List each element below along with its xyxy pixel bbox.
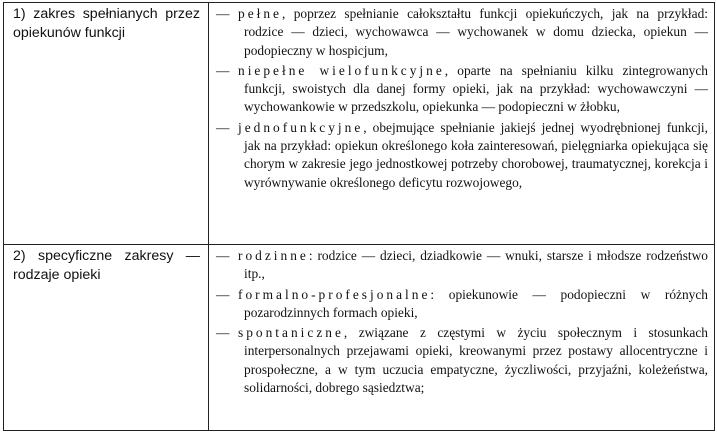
entry-text: , poprzez spełnianie całokształtu funkcji opiekuńczych, jak na przykład: rodzice — dzieci, wychowawca — wychowanek w domu dziecka, opiekun — podopieczny w hospicjum, xyxy=(244,6,708,58)
entry-term: formalno-profesjonalne xyxy=(238,286,431,302)
row-label: 2) specyficzne zakresy — rodzaje opieki xyxy=(13,248,200,283)
row-label-cell xyxy=(4,3,209,245)
table-row xyxy=(4,3,715,245)
dash-marker: — xyxy=(216,62,230,78)
entry-term: jednofunkcyjne xyxy=(238,119,364,135)
entry-text: , obejmujące spełnianie jakiejś jednej wyodrębnionej funkcji, jak na przykład: opiekun określonego koła zainteresowań, pielęgniarka opiekująca się chorym w zakresie jego jednostkowej potrzeby chorobowej, traumatycznej, korekcja i wyrównywanie określonego deficytu rozwojowego, xyxy=(244,119,708,190)
list-item xyxy=(216,324,708,397)
dash-marker: — xyxy=(216,325,230,341)
entry-text: , związane z częstymi w życiu społecznym i stosunkach interpersonalnych przejawami opieki, kreowanymi przez postawy allocentryczne i prospołeczne, a w tym uczucia empatyczne, życzliwości, przyjaźni, koleżeństwa, solidarności, dobrego sąsiedztwa; xyxy=(244,325,708,396)
row-label: 1) zakres spełnianych przez opiekunów funkcji xyxy=(13,6,200,41)
entry-term: niepełne wielofunkcyjne xyxy=(238,62,445,78)
list-item xyxy=(216,119,708,192)
entry-term: rodzinne xyxy=(238,248,309,263)
entry-term: spontaniczne xyxy=(238,325,344,341)
row-label-cell xyxy=(4,245,209,431)
list-item xyxy=(216,286,708,323)
row-entries-cell xyxy=(209,3,715,245)
classification-table xyxy=(3,2,715,431)
entry-text: : opiekunowie — podopieczni w różnych pozarodzinnych formach opieki, xyxy=(244,286,708,320)
list-item xyxy=(216,62,708,117)
dash-marker: — xyxy=(216,119,230,135)
dash-marker: — xyxy=(216,286,230,302)
table-row xyxy=(4,245,715,431)
list-item xyxy=(216,247,708,284)
row-entries-cell xyxy=(209,245,715,431)
entry-text: : rodzice — dzieci, dziadkowie — wnuki, starsze i młodsze rodzeństwo itp., xyxy=(244,248,708,282)
entry-text: , oparte na spełnianiu kilku zintegrowanych funkcji, swoistych dla danej formy opieki, jak na przykład: wychowawczyni — wychowankowie w przedszkolu, opiekunka — podopieczni w żłobku, xyxy=(244,62,709,115)
dash-marker: — xyxy=(216,248,230,263)
entry-term: pełne xyxy=(238,6,282,21)
dash-marker: — xyxy=(216,6,230,21)
list-item xyxy=(216,5,708,60)
